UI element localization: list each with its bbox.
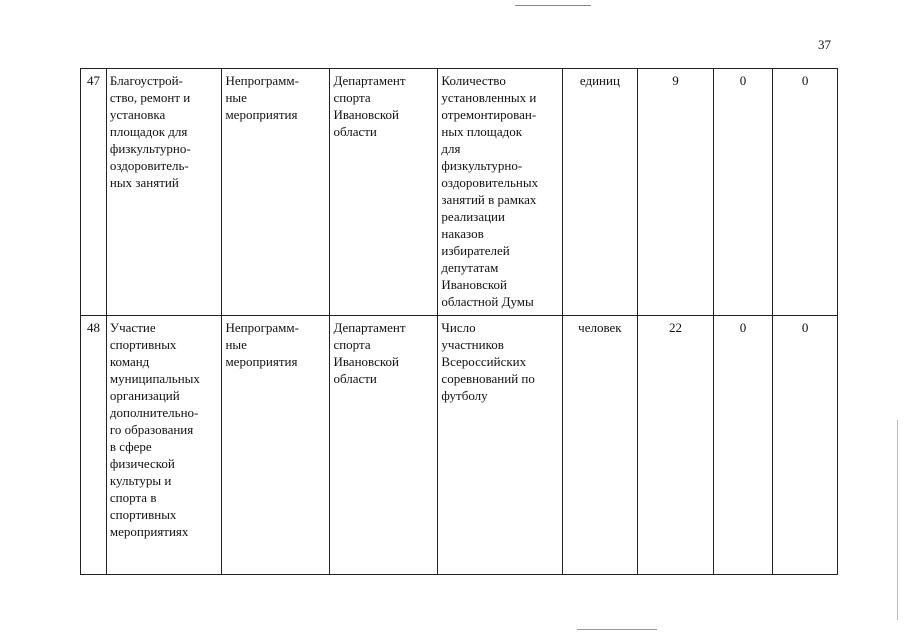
responsible-department: Департамент спорта Ивановской области — [330, 316, 438, 575]
table-row — [81, 69, 838, 316]
scan-artifact-top — [515, 5, 591, 6]
page-number: 37 — [818, 37, 831, 52]
table-row — [81, 316, 838, 575]
row-number: 47 — [81, 69, 107, 316]
value-year-3: 0 — [773, 69, 838, 316]
value-year-1: 22 — [638, 316, 714, 575]
unit-of-measure: человек — [562, 316, 638, 575]
responsible-department: Департамент спорта Ивановской области — [330, 69, 438, 316]
value-year-3: 0 — [773, 316, 838, 575]
scan-artifact-bottom — [577, 629, 657, 630]
value-year-1: 9 — [638, 69, 714, 316]
activity-type: Непрограмм- ные мероприятия — [222, 69, 330, 316]
program-activities-table — [80, 68, 838, 575]
scan-artifact-right — [897, 420, 898, 620]
row-number: 48 — [81, 316, 107, 575]
unit-of-measure: единиц — [562, 69, 638, 316]
indicator-description: Число участников Всероссийских соревнований по футболу — [438, 316, 562, 575]
indicator-description: Количество установленных и отремонтирован- ных площадок для физкультурно- оздоровительных занятий в рамках реализации наказов избирателей депутатам Ивановской областной Думы — [438, 69, 562, 316]
value-year-2: 0 — [713, 316, 772, 575]
activity-name: Участие спортивных команд муниципальных организаций дополнительно- го образования в сфере физической культуры и спорта в спортивных мероприятиях — [106, 316, 222, 575]
activity-name: Благоустрой- ство, ремонт и установка площадок для физкультурно- оздоровитель- ных занятий — [106, 69, 222, 316]
value-year-2: 0 — [713, 69, 772, 316]
activity-type: Непрограмм- ные мероприятия — [222, 316, 330, 575]
